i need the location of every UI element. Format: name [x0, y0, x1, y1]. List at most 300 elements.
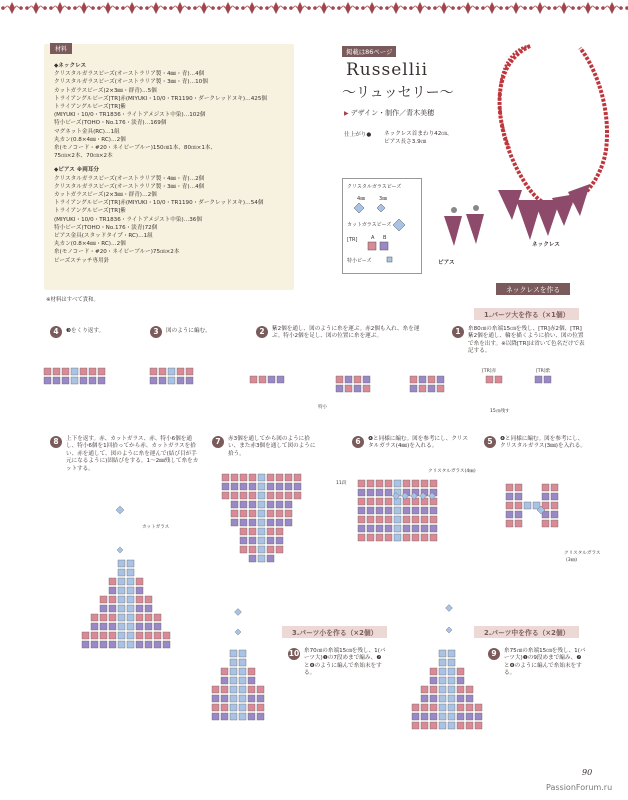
bead: [98, 368, 105, 375]
bead: [240, 510, 247, 517]
bead: [249, 483, 256, 490]
bead: [367, 525, 374, 532]
bead: [421, 695, 428, 702]
bead: [248, 713, 255, 720]
bead: [421, 722, 428, 729]
bead: [248, 686, 255, 693]
bead: [240, 474, 247, 481]
bead: [551, 484, 558, 491]
bead: [385, 507, 392, 514]
bead: [276, 483, 283, 490]
bead: [439, 713, 446, 720]
bead: [239, 686, 246, 693]
step-number: 10: [288, 649, 300, 658]
bead: [230, 695, 237, 702]
bead: [100, 641, 107, 648]
bead: [249, 519, 256, 526]
bead: [430, 480, 437, 487]
label-cut: カットガラス: [142, 525, 170, 530]
bead: [91, 623, 98, 630]
section-make-necklace: ネックレスを作る: [496, 283, 570, 295]
bead: [448, 668, 455, 675]
bead: [239, 668, 246, 675]
bead: [150, 368, 157, 375]
bead: [231, 474, 238, 481]
bead: [439, 704, 446, 711]
bead: [239, 650, 246, 657]
size-values: ネックレス首まわり42㎝、 ピアス長さ3.9㎝: [384, 131, 453, 145]
bead: [231, 519, 238, 526]
materials-panel: [44, 44, 294, 290]
bead: [230, 704, 237, 711]
bead: [285, 492, 292, 499]
bead: [394, 507, 401, 514]
bead: [430, 498, 437, 505]
bead: [475, 704, 482, 711]
step-number: 4: [50, 326, 62, 338]
bead: [109, 578, 116, 585]
source-page-tag: 掲載は86ページ: [342, 46, 396, 57]
bead: [448, 659, 455, 666]
bead: [127, 632, 134, 639]
bead: [421, 498, 428, 505]
bead: [257, 686, 264, 693]
title-japanese: 〜リュッセリー〜: [342, 85, 454, 101]
bead: [506, 493, 513, 500]
label-tr-purple: [TR]紫: [536, 369, 551, 374]
bead: [127, 614, 134, 621]
bead: [80, 368, 87, 375]
bead: [267, 555, 274, 562]
bead: [358, 516, 365, 523]
bead: [542, 502, 549, 509]
bead: [430, 525, 437, 532]
bead: [159, 377, 166, 384]
material-line: クリスタルガラスビーズ(オーストラリア製・4㎜・青)…2個: [54, 175, 205, 182]
bead: [100, 596, 107, 603]
title-english: Russellii: [346, 60, 429, 80]
bead: [145, 623, 152, 630]
bead: [186, 368, 193, 375]
bead: [551, 502, 558, 509]
bead: [466, 686, 473, 693]
bead: [53, 368, 60, 375]
bead: [154, 641, 161, 648]
crystal-bead: [429, 493, 436, 500]
bead: [248, 704, 255, 711]
bead: [358, 489, 365, 496]
materials-list: [54, 62, 289, 265]
bead: [231, 510, 238, 517]
necklace-heading: ◆ネックレス: [54, 63, 87, 69]
bead: [515, 484, 522, 491]
bead: [109, 632, 116, 639]
bead: [145, 596, 152, 603]
bead: [495, 376, 502, 383]
step-10-text: 糸70㎝の糸端15㎝を残し、1(パーツ大)❶の7段めまで編み、❼と❽のように編んで糸始末をする。: [304, 648, 386, 677]
bead: [62, 368, 69, 375]
bead: [240, 537, 247, 544]
bead: [249, 501, 256, 508]
bead: [294, 474, 301, 481]
bead: [428, 376, 435, 383]
bead: [376, 525, 383, 532]
bead: [412, 534, 419, 541]
bead: [412, 480, 419, 487]
bead: [221, 668, 228, 675]
bead: [430, 668, 437, 675]
bead: [109, 614, 116, 621]
bead: [145, 641, 152, 648]
bead: [91, 632, 98, 639]
bead: [544, 376, 551, 383]
bead: [136, 623, 143, 630]
bead: [258, 474, 265, 481]
materials-note: ※材料はすべて貴和。: [46, 297, 99, 303]
bead: [230, 713, 237, 720]
bead: [231, 483, 238, 490]
bead: [551, 520, 558, 527]
crystal-bead: [393, 493, 400, 500]
step-6-text: ❹と同様に編む。図を参考にし、クリスタルガラス(4㎜)を入れる。: [368, 436, 468, 450]
bead: [222, 474, 229, 481]
bead: [367, 489, 374, 496]
step-3-text: 図のように編む。: [166, 328, 211, 334]
material-line: トライアングルビーズ[TR]赤(MIYUKI・10/0・TR1190・ダークレッドヌキ)…425個: [54, 95, 267, 102]
bead: [276, 510, 283, 517]
step-9-text: 糸75㎝の糸端15㎝を残し、1(パーツ大)❶の9段めまで編み、❼と❽のように編んで糸始末をする。: [504, 648, 586, 677]
bead: [231, 501, 238, 508]
bead: [258, 546, 265, 553]
bead: [248, 668, 255, 675]
bead: [430, 704, 437, 711]
bead: [466, 704, 473, 711]
material-line: ビーズステッチ専用針: [54, 257, 110, 264]
bead: [394, 525, 401, 532]
step-number: 8: [50, 436, 62, 448]
bead: [448, 713, 455, 720]
bead: [109, 641, 116, 648]
bead: [542, 493, 549, 500]
bead: [118, 596, 125, 603]
label-crystal3: クリスタルガラス: [564, 551, 601, 556]
bead: [257, 695, 264, 702]
material-line: マグネット金具(RC)…1組: [54, 128, 120, 135]
label-row11: 11段: [336, 481, 347, 486]
bead: [430, 686, 437, 693]
bead: [457, 677, 464, 684]
bead: [258, 555, 265, 562]
materials-tag: 材料: [50, 43, 72, 54]
bead: [354, 385, 361, 392]
bead: [367, 516, 374, 523]
bead: [249, 537, 256, 544]
bead: [448, 677, 455, 684]
bead: [127, 605, 134, 612]
label-tr-red: [TR]赤: [482, 369, 497, 374]
bead: [212, 713, 219, 720]
bead: [385, 534, 392, 541]
bead: [257, 713, 264, 720]
bead: [410, 385, 417, 392]
bead: [248, 695, 255, 702]
bead: [376, 516, 383, 523]
bead: [430, 534, 437, 541]
bead: [412, 516, 419, 523]
bead: [421, 489, 428, 496]
bead: [80, 377, 87, 384]
bead: [100, 614, 107, 621]
bead: [136, 596, 143, 603]
bead: [285, 510, 292, 517]
bead: [82, 632, 89, 639]
bead: [430, 516, 437, 523]
legend-cut: カットガラスビーズ: [347, 222, 392, 228]
bead: [212, 704, 219, 711]
bead: [239, 704, 246, 711]
bead: [448, 704, 455, 711]
bead: [457, 686, 464, 693]
bead: [136, 632, 143, 639]
bead: [221, 677, 228, 684]
bead: [376, 480, 383, 487]
bead: [249, 474, 256, 481]
bead: [403, 534, 410, 541]
bead: [430, 713, 437, 720]
bead: [385, 525, 392, 532]
bead: [276, 546, 283, 553]
bead: [222, 492, 229, 499]
page-number: 90: [582, 768, 593, 777]
bead: [118, 641, 125, 648]
bead: [267, 483, 274, 490]
step-number: 6: [352, 436, 364, 448]
bead: [421, 534, 428, 541]
step-1-text: 糸80㎝の糸端15㎝を残し、[TR]赤2個、[TR]紫2個を通し、輪を描くように拾い、図の位置で糸を出す。※以降[TR]は省いて色名だけで表記する。: [468, 326, 585, 355]
bead: [385, 516, 392, 523]
bead: [258, 492, 265, 499]
bead: [127, 623, 134, 630]
bead: [177, 368, 184, 375]
bead: [354, 376, 361, 383]
bead: [150, 377, 157, 384]
step-4-text: ❸をくり返す。: [66, 328, 105, 334]
bead: [367, 534, 374, 541]
bead: [267, 492, 274, 499]
section-part-small: 3.パーツ小を作る（×2個）: [282, 626, 387, 638]
bead: [168, 368, 175, 375]
bead: [118, 569, 125, 576]
bead: [71, 377, 78, 384]
bead: [506, 484, 513, 491]
material-line: 丸カン(0.8×4㎜・RC)…2個: [54, 136, 126, 143]
bead: [258, 501, 265, 508]
bead: [294, 483, 301, 490]
bead: [412, 489, 419, 496]
bead: [118, 632, 125, 639]
bead: [385, 489, 392, 496]
bead: [466, 722, 473, 729]
bead: [258, 510, 265, 517]
bead: [221, 686, 228, 693]
bead: [127, 560, 134, 567]
material-line: (MIYUKI・10/0・TR1836・ライトアメジスト中染)…102個: [54, 112, 206, 119]
bead: [524, 502, 531, 509]
bead: [249, 492, 256, 499]
step-number: 9: [488, 648, 500, 660]
bead: [403, 507, 410, 514]
bead: [358, 507, 365, 514]
pierce-label: ピアス: [438, 260, 455, 266]
bead: [82, 641, 89, 648]
bead: [186, 377, 193, 384]
bead: [439, 659, 446, 666]
bead: [267, 546, 274, 553]
bead: [336, 385, 343, 392]
material-line: カットガラスビーズ(2×3㎜・群青)…5個: [54, 87, 157, 94]
bead: [394, 534, 401, 541]
bead: [358, 534, 365, 541]
material-line: 特小ビーズ(TOHO・No.176・淡青)72個: [54, 224, 158, 231]
bead: [136, 587, 143, 594]
bead: [249, 528, 256, 535]
material-line: カットガラスビーズ(2×3㎜・群青)…2個: [54, 192, 157, 199]
crystal-bead: [235, 609, 242, 616]
size-label: 仕上がり●: [344, 132, 372, 138]
bead: [358, 480, 365, 487]
bead: [475, 722, 482, 729]
crystal-bead: [446, 605, 453, 612]
bead: [294, 492, 301, 499]
step-number: 3: [150, 326, 162, 338]
bead: [154, 632, 161, 639]
bead: [267, 537, 274, 544]
bead: [421, 704, 428, 711]
bead: [439, 686, 446, 693]
bead: [62, 377, 69, 384]
bead: [421, 480, 428, 487]
bead: [376, 498, 383, 505]
bead: [358, 498, 365, 505]
bead: [457, 722, 464, 729]
bead: [239, 695, 246, 702]
material-line: 75㎝×2本、70㎝×2本: [54, 153, 113, 160]
bead: [394, 498, 401, 505]
bead: [240, 519, 247, 526]
bead: [336, 376, 343, 383]
bead: [448, 695, 455, 702]
decorative-border: [0, 0, 628, 16]
bead: [109, 623, 116, 630]
bead: [267, 501, 274, 508]
bead: [439, 677, 446, 684]
bead: [421, 713, 428, 720]
material-line: 糸(モノコード・#20・ネイビーブルー)75㎝×2本: [54, 249, 180, 256]
bead: [276, 492, 283, 499]
bead: [276, 528, 283, 535]
bead: [136, 578, 143, 585]
bead: [258, 519, 265, 526]
bead: [98, 377, 105, 384]
bead: [240, 546, 247, 553]
bead: [267, 519, 274, 526]
bead: [421, 686, 428, 693]
step-8-text: 上下を返す。赤、カットガラス、赤、特小6個を通し、特小6個を1回拾ってから赤、カットガラスを拾い、赤を通して、図のように糸を運んで(結び目が手元になるように)固結びをする。1〜2㎜残して糸をカットする。: [66, 436, 199, 472]
step-number: 1: [452, 326, 464, 338]
bead: [109, 587, 116, 594]
bead: [515, 502, 522, 509]
necklace-photo: [430, 40, 626, 256]
bead: [159, 368, 166, 375]
bead: [410, 376, 417, 383]
bead: [457, 704, 464, 711]
bead: [118, 623, 125, 630]
bead: [419, 385, 426, 392]
bead: [385, 480, 392, 487]
label-crystal3b: (3㎜): [566, 558, 578, 563]
bead: [239, 659, 246, 666]
step-number: 7: [212, 436, 224, 448]
bead: [439, 722, 446, 729]
bead: [412, 722, 419, 729]
bead: [145, 605, 152, 612]
bead: [363, 385, 370, 392]
bead: [285, 483, 292, 490]
bead: [230, 677, 237, 684]
bead: [71, 368, 78, 375]
bead: [277, 376, 284, 383]
bead: [89, 377, 96, 384]
bead: [259, 376, 266, 383]
bead: [394, 489, 401, 496]
bead: [367, 480, 374, 487]
step-5-text: ❹と同様に編む。図を参考にし、クリスタルガラス(3㎜)を入れる。: [500, 436, 586, 450]
section-part-large: 1.パーツ大を作る（×1個）: [474, 308, 579, 320]
crystal-bead: [446, 627, 452, 633]
material-line: トライアングルビーズ[TR]赤(MIYUKI・10/0・TR1190・ダークレッドヌキ)…54個: [54, 200, 264, 207]
bead: [466, 695, 473, 702]
bead: [486, 376, 493, 383]
bead: [403, 516, 410, 523]
bead: [421, 507, 428, 514]
bead: [439, 668, 446, 675]
bead: [466, 713, 473, 720]
bead: [258, 528, 265, 535]
bead: [448, 650, 455, 657]
bead: [118, 614, 125, 621]
bead: [276, 537, 283, 544]
crystal-bead: [235, 629, 241, 635]
bead: [421, 525, 428, 532]
bead: [145, 614, 152, 621]
bead: [385, 498, 392, 505]
bead: [163, 632, 170, 639]
bead: [376, 507, 383, 514]
bead: [257, 704, 264, 711]
bead: [376, 534, 383, 541]
material-line: トライアングルビーズ[TR]紫: [54, 104, 126, 111]
label-tiny: 特小: [318, 405, 328, 410]
bead: [127, 596, 134, 603]
bead: [437, 385, 444, 392]
bead: [551, 511, 558, 518]
material-line: クリスタルガラスビーズ(オーストラリア製・3㎜・青)…4個: [54, 183, 205, 190]
bead: [403, 525, 410, 532]
bead: [222, 483, 229, 490]
bead: [515, 511, 522, 518]
material-line: クリスタルガラスビーズ(オーストラリア製・3㎜・青)…10個: [54, 79, 208, 86]
bead: [109, 605, 116, 612]
